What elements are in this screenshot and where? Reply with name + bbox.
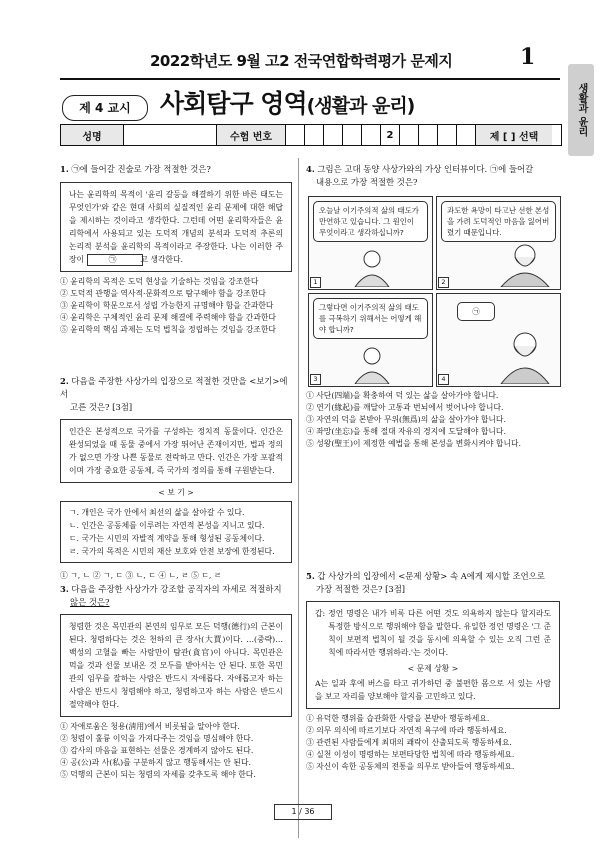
page-number: 1 <box>520 44 536 70</box>
question-number: 2. <box>60 376 69 386</box>
number-box[interactable] <box>286 125 305 145</box>
number-box[interactable] <box>343 125 362 145</box>
bogi-item: ㄱ. 개인은 국가 안에서 최선의 삶을 살아갈 수 있다. <box>69 508 245 517</box>
question-4 <box>306 163 560 189</box>
answer-option[interactable]: ④ 좌망(坐忘)을 통해 절대 자유의 경지에 도달해야 합니다. <box>306 427 506 436</box>
speech-bubble: 과도한 욕망이 타고난 선한 본성을 가려 도덕적인 마음을 잃어버렸기 때문입니다. <box>441 201 556 242</box>
answer-option[interactable]: ② 의무 의식에 따르기보다 자연적 욕구에 따라 행동하세요. <box>306 726 507 735</box>
answer-option[interactable]: ② 도덕적 관행을 역사적·문화적으로 탐구해야 함을 강조한다 <box>60 289 266 298</box>
q2-passage-box <box>60 419 292 483</box>
question-stem: ㉠에 들어갈 진술로 가장 적절한 것은? <box>71 164 211 174</box>
subject-sub: (생활과 윤리) <box>306 95 415 117</box>
question-stem: 그림은 고대 동양 사상가와의 가상 인터뷰이다. ㉠에 들어갈 <box>317 164 534 174</box>
bogi-item: ㄹ. 국가의 목적은 시민의 재산 보호와 안전 보장에 한정된다. <box>69 547 275 556</box>
bogi-item: ㄷ. 국가는 시민의 자발적 계약을 통해 형성된 공동체이다. <box>69 534 265 543</box>
footer-total: 36 <box>304 807 315 816</box>
q1-passage-end: 고 생각한다. <box>140 255 183 264</box>
speaker-label: 갑: <box>315 609 326 618</box>
number-digit: 2 <box>381 125 400 145</box>
question-3 <box>60 583 292 781</box>
q4-options <box>306 390 560 450</box>
interview-cartoon <box>308 196 560 386</box>
reporter-figure-icon <box>349 346 395 384</box>
answer-option[interactable]: ③ 감사의 마음을 표현하는 선물은 경계하지 않아도 된다. <box>60 746 254 755</box>
q1-passage-box <box>60 182 292 272</box>
bogi-title: < 보 기 > <box>158 488 194 497</box>
exam-period-badge: 제 4 교시 <box>62 95 148 121</box>
header-rule <box>60 78 560 80</box>
question-stem: 갑 사상가의 입장에서 <문제 상황> 속 A에게 제시할 조언으로 <box>317 571 545 581</box>
panel-number: 3 <box>310 374 321 385</box>
answer-option[interactable]: ① 유덕한 행위를 습관화한 사람을 본받아 행동하세요. <box>306 714 490 723</box>
name-field[interactable] <box>124 125 217 145</box>
question-stem-cont: 가장 적절한 것은? [3점] <box>316 584 406 594</box>
answer-option[interactable]: ⑤ 윤리학의 핵심 과제는 도덕 법칙을 정립하는 것임을 강조한다 <box>60 325 276 334</box>
answer-option[interactable]: ⑤ 덕행의 근본이 되는 청렴의 자세를 갖추도록 해야 한다. <box>60 770 256 779</box>
answer-option[interactable]: ④ 윤리학은 구체적인 윤리 문제 해결에 주력해야 함을 간과한다 <box>60 313 276 322</box>
answer-option[interactable]: ① 윤리학의 목적은 도덕 현상을 기술하는 것임을 강조한다 <box>60 277 259 286</box>
q2-bogi-box <box>60 501 292 563</box>
answer-option[interactable]: ③ 윤리학이 학문으로서 성립 가능한지 규명해야 함을 간과한다 <box>60 301 274 310</box>
question-stem: 다음을 주장한 사상가의 입장으로 적절한 것만을 <보기>에서 <box>60 376 288 399</box>
question-stem-cont: 내용으로 가장 적절한 것은? <box>316 177 418 187</box>
cartoon-panel <box>308 196 433 290</box>
answer-option[interactable]: ④ 공(公)과 사(私)를 구분하지 않고 행동해서는 안 된다. <box>60 758 251 767</box>
question-stem-cont: 않은 것은? <box>70 597 110 607</box>
panel-number: 4 <box>438 374 449 385</box>
panel-number: 1 <box>310 277 321 288</box>
question-stem: 다음을 주장한 사상가가 강조할 공직자의 자세로 적절하지 <box>71 584 282 594</box>
speech-bubble: 그렇다면 이기주의적 삶의 태도를 극복하기 위해서는 어떻게 해야 합니까? <box>313 298 428 339</box>
choice-label: 제 [ ] 선택 <box>476 125 552 145</box>
situation-text: A는 일과 후에 버스를 타고 귀가하던 중 불편한 몸으로 서 있는 사람을 보고 자리를 양보해야 할지를 고민하고 있다. <box>315 679 551 701</box>
question-number: 4. <box>306 164 315 174</box>
subject-side-tab: 생활과 윤리 <box>568 64 594 156</box>
q1-passage: 나는 윤리학의 목적이 '윤리 갈등을 해결하기 위한 바른 태도는 무엇인가'와 같은 현대 사회의 실질적인 윤리 문제에 대한 해답을 제시하는 것이라고 생각한다. 그런데 어떤 윤리학자들은 윤리학에서 사용되고 있는 도덕적 개념의 분석과 도덕적 추론의 논리적 분석을 윤리학의 목적이라고 주장한다. 나는 이러한 주장이 <box>69 190 283 264</box>
answer-option[interactable]: ② 연기(緣起)를 깨달아 고통과 번뇌에서 벗어나야 합니다. <box>306 403 504 412</box>
question-number: 3. <box>60 584 69 594</box>
number-box[interactable] <box>457 125 476 145</box>
speech-bubble: 오늘날 이기주의적 삶의 태도가 만연하고 있습니다. 그 원인이 무엇이라고 생각하십니까? <box>313 201 428 242</box>
q2-choices[interactable]: ① ㄱ, ㄴ ② ㄱ, ㄷ ③ ㄴ, ㄷ ④ ㄴ, ㄹ ⑤ ㄷ, ㄹ <box>60 571 222 580</box>
question-stem-cont: 고른 것은? [3점] <box>70 402 133 412</box>
column-divider <box>298 158 299 838</box>
q5-options <box>306 713 560 773</box>
cartoon-panel <box>436 196 561 290</box>
cartoon-panel <box>308 293 433 387</box>
number-box[interactable] <box>438 125 457 145</box>
exam-number-label: 수험 번호 <box>217 125 286 145</box>
question-number: 1. <box>60 164 69 174</box>
answer-option[interactable]: ③ 관련된 사람들에게 최대의 쾌락이 산출되도록 행동하세요. <box>306 738 512 747</box>
footer-page: 1 <box>291 807 297 816</box>
number-box[interactable] <box>362 125 381 145</box>
question-2 <box>60 375 292 582</box>
candidate-info-row <box>60 124 562 146</box>
name-label: 성명 <box>61 125 124 145</box>
question-number: 5. <box>306 571 315 581</box>
answer-option[interactable]: ⑤ 성왕(聖王)이 제정한 예법을 통해 본성을 변화시켜야 합니다. <box>306 439 521 448</box>
panel-number: 2 <box>438 277 449 288</box>
question-1 <box>60 163 292 336</box>
answer-option[interactable]: ⑤ 자신이 속한 공동체의 전통을 의무로 받아들여 행동하세요. <box>306 762 515 771</box>
q2-passage: 인간은 본성적으로 국가를 구성하는 정치적 동물이다. 인간은 완성되었을 때 동물 중에서 가장 뛰어난 존재이지만, 법과 정의가 없으면 가장 나쁜 동물로 전락하고 만다. 인간은 가장 포괄적이며 가장 중요한 공동체, 즉 국가의 정의를 통해 구원받는다. <box>69 427 283 475</box>
number-box[interactable] <box>400 125 419 145</box>
reporter-figure-icon <box>349 249 395 287</box>
page-footer: 1 / 36 <box>274 804 332 820</box>
number-box[interactable] <box>324 125 343 145</box>
question-5 <box>306 570 560 773</box>
q3-options <box>60 721 292 781</box>
answer-option[interactable]: ① 사단(四端)을 확충하여 덕 있는 삶을 살아가야 합니다. <box>306 391 499 400</box>
q5-passage-box <box>306 601 560 709</box>
subject-title <box>160 84 414 120</box>
sage-figure-icon <box>497 328 553 384</box>
q1-blank-marker: ㉠ <box>108 255 117 264</box>
situation-title: < 문제 상황 > <box>407 664 459 673</box>
number-box[interactable] <box>305 125 324 145</box>
subject-main: 사회탐구 영역 <box>160 89 307 118</box>
answer-option[interactable]: ① 자애로움은 청용(淸用)에서 비롯됨을 알아야 한다. <box>60 722 240 731</box>
answer-option[interactable]: ④ 실천 이성이 명령하는 보편타당한 법칙에 따라 행동하세요. <box>306 750 515 759</box>
number-box[interactable] <box>419 125 438 145</box>
q3-passage-box <box>60 614 292 717</box>
answer-option[interactable]: ② 청렴이 훌륭 이익을 가져다주는 것임을 명심해야 한다. <box>60 734 254 743</box>
speech-bubble: ㉠ <box>457 302 495 321</box>
exam-header-title: 2022학년도 9월 고2 전국연합학력평가 문제지 <box>150 52 453 70</box>
bogi-item: ㄴ. 인간은 공동체를 이루려는 자연적 본성을 지니고 있다. <box>69 521 265 530</box>
q5-passage: 정언 명령은 내가 비록 다른 어떤 것도 의욕하지 않는다 할지라도 특정한 방식으로 행위해야 함을 말한다. 유일한 정언 명령은 '그 준칙이 보편적 법칙이 될 것을 동시에 의욕할 수 있는 오직 그런 준칙에 따라서만 행위하라.'는 것이다. <box>328 609 551 657</box>
q1-options <box>60 276 292 336</box>
cartoon-panel <box>436 293 561 387</box>
sage-figure-icon <box>497 241 553 287</box>
answer-option[interactable]: ③ 자연의 덕을 본받아 무위(無爲)의 삶을 살아가야 합니다. <box>306 415 506 424</box>
q3-passage: 청렴한 것은 목민관의 본연의 임무로 모든 덕행(德行)의 근본이 된다. 청렴하다는 것은 천하의 큰 장사(大賈)이다. …(중략)… 백성의 고혈을 빠는 사람만이 탐관(貪官)이 아니다. 목민관은 먹을 것과 선물 보내온 것 모두를 받아서는 안 된다. 또한 목민관의 임무를 잘하는 사람은 반드시 자애롭다. 자애롭고자 하는 사람은 반드시 청렴해야 하고, 청렴하고자 하는 사람은 반드시 절약해야 한다. <box>69 622 283 709</box>
